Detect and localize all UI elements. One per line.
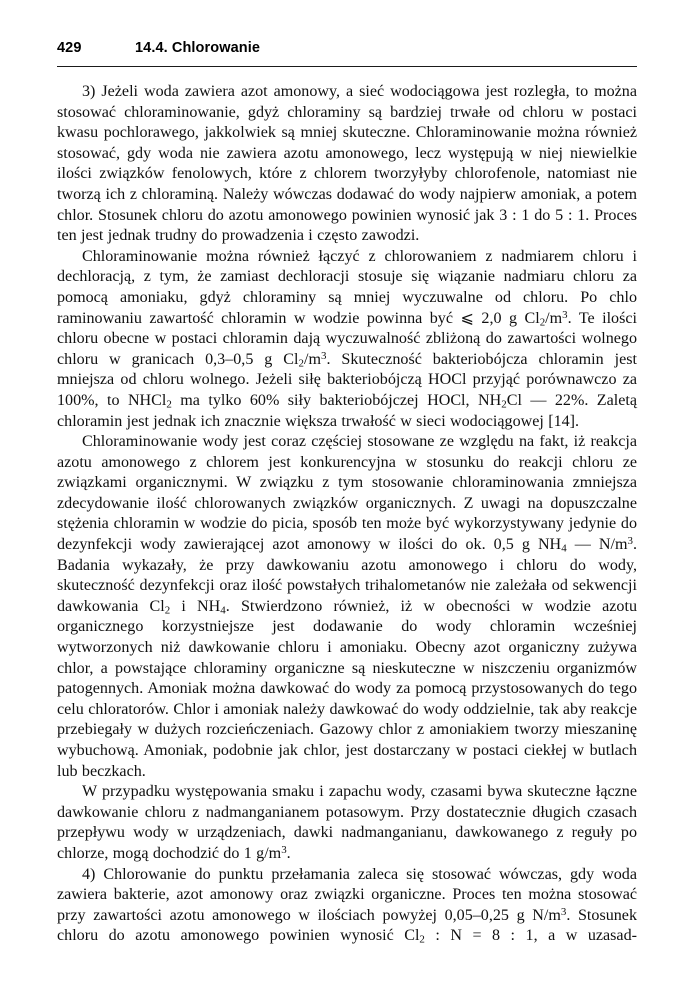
paragraph-1: 3) Jeżeli woda zawiera azot amonowy, a sieć wodociągowa jest rozległa, to można stosować chloraminowanie, gdyż chloraminy są bardziej trwałe od chloru w postaci kwasu pochlorawego, jakkolwiek są mniej skuteczne. Chloraminowanie można również stosować, gdy woda nie zawiera azotu amonowego, lecz występują w niej niewielkie ilości związków fenolowych, które z chlorem tworzyłyby chloro​fenole, natomiast nie tworzą ich z chloraminą. Należy wówczas dodawać do wody najpierw amoniak, a potem chlor. Stosunek chloru do azotu amonowego powinien wynosić jak 3 : 1 do 5 : 1. Proces ten jest jednak trudny do prowadzenia i często zawodzi.	[57, 83, 637, 245]
paragraph-4: W przypadku występowania smaku i zapachu wody, czasami bywa skuteczne łączne dawkowanie chloru z nadmanganianem potasowym. Przy dostatecznie długich czasach przepływu wody w urządzeniach, dawki nadmanganianu, daw​kowanego z reguły po chlorze, mogą dochodzić do 1 $g/m^3$.	[57, 783, 637, 862]
header-rule	[57, 66, 637, 67]
paragraph-5: 4) Chlorowanie do punktu przełamania zaleca się stosować wówczas, gdy woda zawiera bakterie, azot amonowy oraz związki organiczne. Proces ten można stosować przy zawartości azotu amonowego w ilościach powyżej 0,05–0,25 g $N/m^3$. Stosunek chloru do azotu amonowego powinien wynosić $Cl_2$ : N = 8 : 1, a w uzasad-	[57, 865, 638, 947]
body-text-block	[57, 82, 637, 968]
running-head	[57, 40, 637, 66]
running-title: 14.4. Chlorowanie	[135, 40, 260, 56]
paragraph-2: Chloraminowanie można również łączyć z chlorowaniem z nadmiarem chloru i dechloracją, z tym, że zamiast dechloracji stosuje się wiązanie nadmiaru chloru za pomocą amoniaku, gdyż chloraminy są mniej wyczuwalne od chloru. Po chlo​raminowaniu zawartość chloramin w wodzie powinna być ⩽ 2,0 g $Cl_2/m^3$. Te ilości chloru obecne w postaci chloramin dają wyczuwalność zbliżoną do zawartości wolnego chloru w granicach 0,3–0,5 g $Cl_2/m^3$. Skuteczność bakteriobójcza chlo​ramin jest mniejsza od chloru wolnego. Jeżeli siłę bakteriobójczą HOCl przyjąć porównawczo za 100%, to NHCl$_2$ ma tylko 60% siły bakteriobójczej HOCl, $NH_2Cl$ — 22%. Zaletą chloramin jest jednak ich znacznie większa trwałość w sieci wodociągowej [14].	[57, 247, 638, 430]
page-number: 429	[57, 40, 82, 56]
paragraph-3: Chloraminowanie wody jest coraz częściej stosowane ze względu na fakt, iż reakcja azotu amonowego z chlorem jest konkurencyjna w stosunku do reakcji chloru ze związkami organicznymi. W związku z tym stosowanie chloraminowania zmniejsza zdecydowanie ilość chlorowanych związków organicznych. Z uwagi na dopuszczalne stężenia chloramin w wodzie do picia, sposób ten może być wykorzys​tywany jedynie do dezynfekcji wody zawierającej azot amonowy w ilości do ok. 0,5 g $NH_4$ — $N/m^3$. Badania wykazały, że przy dawkowaniu azotu amonowego i chloru do wody, skuteczność dezynfekcji oraz ilość powstałych trihalometanów nie zależała od sekwencji dawkowania $Cl_2$ i $NH_4$. Stwierdzono również, iż w obecności w wodzie azotu organicznego korzystniejsze jest dodawanie do wody chloramin wcześniej wytworzonych niż dawkowanie chloru i amoniaku. Obecny azot organiczny zużywa chlor, a powstające chloraminy organiczne są nieskuteczne w niszczeniu organizmów patogennych. Amoniak można dawkować do wody za pomocą przystosowanych do tego celu chloratorów. Chlor i amoniak należy dawkować do wody oddzielnie, tak aby reakcje przebiegały w dużych rozcieńczeniach. Gazowy chlor z amoniakiem tworzy mieszaninę wybuchową. Amoniak, podobnie jak chlor, jest dostarczany w postaci ciekłej w butlach lub beczkach.	[57, 433, 637, 780]
